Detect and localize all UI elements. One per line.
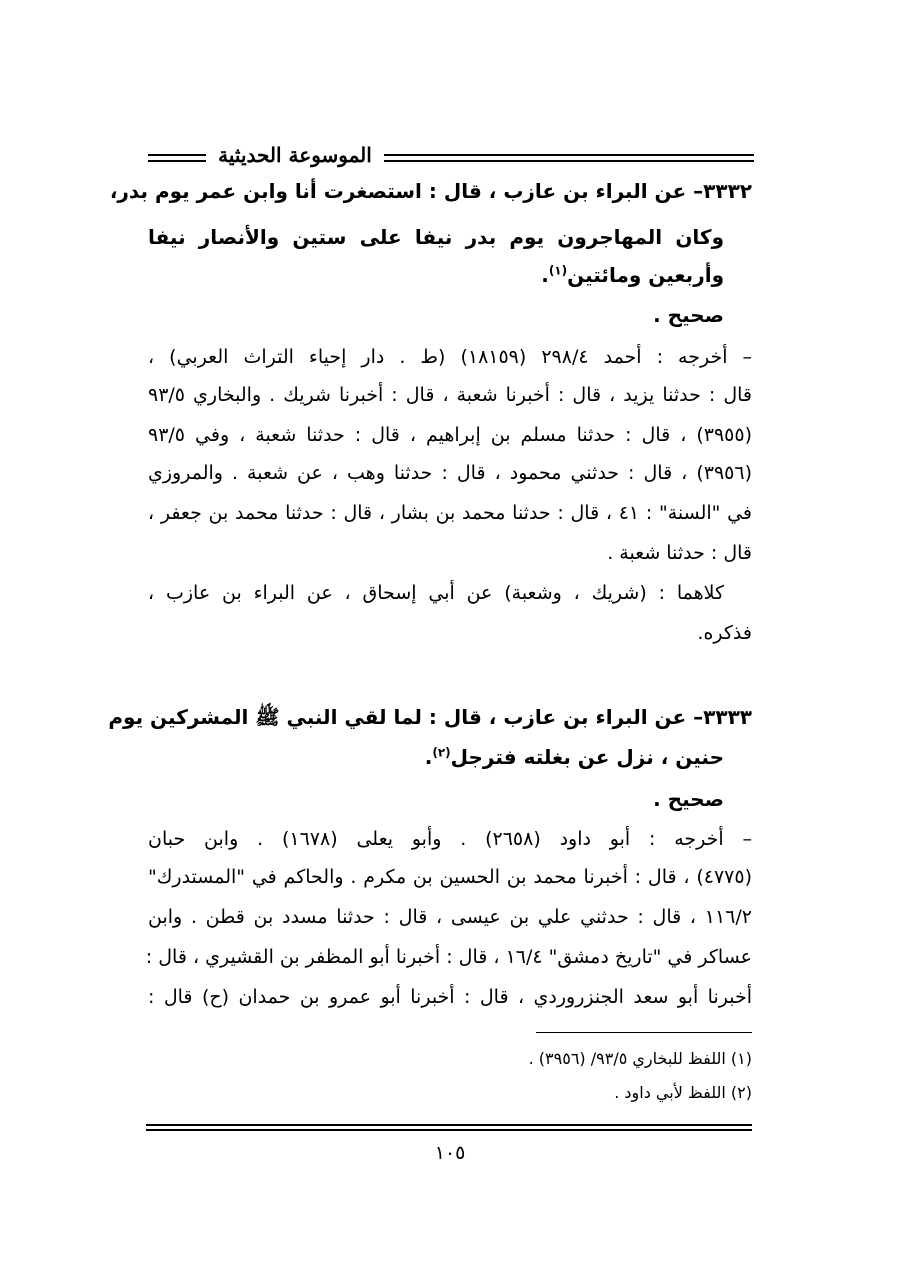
hadith-3333-takhrij-4: عساكر في "تاريخ دمشق" ١٦/٤ ، قال : أخبرنا أبو المظفر بن القشيري ، قال : xyxy=(145,946,752,968)
footnote-ref-1[interactable]: (١) xyxy=(548,263,568,278)
hadith-3332-takhrij-3: (٣٩٥٥) ، قال : حدثنا مسلم بن إبراهيم ، قال : حدثنا شعبة ، وفي ٩٣/٥ xyxy=(148,424,752,446)
header-rule-right xyxy=(384,154,754,162)
header-rule-left xyxy=(148,154,206,162)
page-number: ١٠٥ xyxy=(434,1142,466,1164)
hadith-3333-grade: صحيح . xyxy=(653,787,724,811)
hadith-3333-line-2 xyxy=(425,740,724,774)
hadith-3332-line-3-text: وأربعين ومائتين xyxy=(567,263,724,287)
footnote-1: (١) اللفظ للبخاري ٩٣/٥/ (٣٩٥٦) . xyxy=(528,1049,752,1068)
hadith-3333-takhrij-3: ١١٦/٢ ، قال : حدثني علي بن عيسى ، قال : حدثنا مسدد بن قطن . وابن xyxy=(148,906,752,928)
hadith-3332-takhrij-1: – أخرجه : أحمد ٢٩٨/٤ (١٨١٥٩) (ط . دار إحياء التراث العربي) ، xyxy=(148,346,753,368)
hadith-3332-takhrij-2: قال : حدثنا يزيد ، قال : أخبرنا شعبة ، قال : أخبرنا شريك . والبخاري ٩٣/٥ xyxy=(148,384,752,406)
hadith-3333-takhrij-1: – أخرجه : أبو داود (٢٦٥٨) . وأبو يعلى (١٦٧٨) . وابن حبان xyxy=(148,828,752,850)
hadith-3333-takhrij-5: أخبرنا أبو سعد الجنزروردي ، قال : أخبرنا أبو عمرو بن حمدان (ح) قال : xyxy=(148,986,752,1008)
running-header-title: الموسوعة الحديثية xyxy=(218,143,372,167)
hadith-3332-grade: صحيح . xyxy=(653,303,724,327)
hadith-3333-line-1: ٣٣٣٣– عن البراء بن عازب ، قال : لما لقي النبي ﷺ المشركين يوم xyxy=(108,705,752,729)
hadith-3332-summary-1: كلاهما : (شريك ، وشعبة) عن أبي إسحاق ، عن البراء بن عازب ، xyxy=(148,582,724,604)
hadith-3332-summary-2: فذكره. xyxy=(697,622,752,644)
hadith-3332-line-2: وكان المهاجرون يوم بدر نيفا على ستين والأنصار نيفا xyxy=(148,225,724,249)
footnote-2: (٢) اللفظ لأبي داود . xyxy=(614,1083,752,1102)
hadith-3332-takhrij-4: (٣٩٥٦) ، قال : حدثني محمود ، قال : حدثنا وهب ، عن شعبة . والمروزي xyxy=(148,462,752,484)
hadith-3332-line-3 xyxy=(541,258,724,292)
hadith-3333-line-2-text: حنين ، نزل عن بغلته فترجل xyxy=(450,745,724,769)
hadith-3332-takhrij-6: قال : حدثنا شعبة . xyxy=(607,542,752,564)
footnote-ref-2[interactable]: (٢) xyxy=(432,745,451,760)
footer-rule xyxy=(146,1124,752,1131)
hadith-3332-line-3-end: . xyxy=(541,263,549,287)
hadith-3332-line-1: ٣٣٣٢– عن البراء بن عازب ، قال : استصغرت أنا وابن عمر يوم بدر، xyxy=(109,179,752,203)
hadith-3333-takhrij-2: (٤٧٧٥) ، قال : أخبرنا محمد بن الحسين بن مكرم . والحاكم في "المستدرك" xyxy=(148,866,752,888)
hadith-3332-takhrij-5: في "السنة" : ٤١ ، قال : حدثنا محمد بن بشار ، قال : حدثنا محمد بن جعفر ، xyxy=(148,502,752,524)
hadith-3333-line-2-end: . xyxy=(424,745,433,769)
footnote-separator xyxy=(536,1032,752,1033)
